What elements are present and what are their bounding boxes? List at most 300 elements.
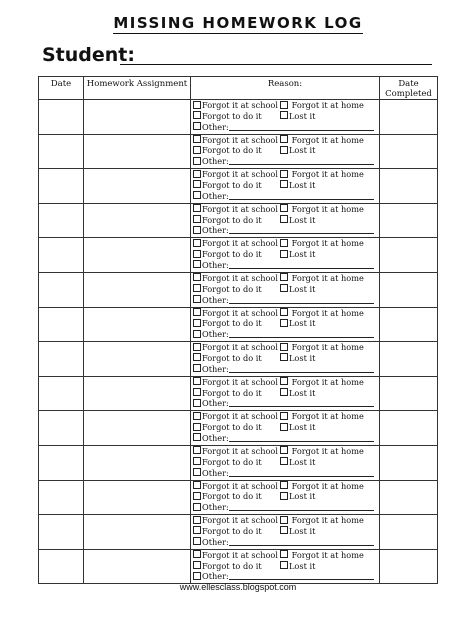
reason-option-label: Lost it <box>289 179 316 190</box>
reason-option-label: Lost it <box>289 352 316 363</box>
reason-option-other[interactable] <box>193 122 374 133</box>
other-reason-line[interactable] <box>229 468 374 477</box>
reason-option-lost-it[interactable] <box>280 318 315 329</box>
reason-option-label: Other: <box>202 467 229 478</box>
checkbox-icon[interactable] <box>193 284 201 292</box>
reason-option-other[interactable] <box>193 260 374 271</box>
reason-option-label: Forgot to do it <box>202 387 262 398</box>
other-reason-line[interactable] <box>229 571 374 580</box>
reason-option-label: Forgot it at school <box>202 272 278 283</box>
reason-cell <box>191 203 380 238</box>
reason-option-lost-it[interactable] <box>280 353 315 364</box>
reason-cell <box>191 272 380 307</box>
checkbox-icon[interactable] <box>193 215 201 223</box>
checkbox-icon[interactable] <box>193 122 201 130</box>
date-cell[interactable] <box>39 342 84 377</box>
date-cell[interactable] <box>39 100 84 135</box>
reason-cell <box>191 411 380 446</box>
reason-line-1 <box>193 273 379 284</box>
reason-option-other[interactable] <box>193 398 374 409</box>
reason-option-forgot-at-home[interactable] <box>280 204 364 215</box>
header-reason: Reason: <box>191 77 380 100</box>
reason-cell <box>191 480 380 515</box>
footer-url: www.ellesclass.blogspot.com <box>179 582 297 592</box>
assignment-cell[interactable] <box>84 376 191 411</box>
checkbox-icon[interactable] <box>280 319 288 327</box>
reason-line-1 <box>193 135 379 146</box>
reason-option-forgot-to-do[interactable] <box>193 215 280 226</box>
reason-option-lost-it[interactable] <box>280 491 315 502</box>
checkbox-icon[interactable] <box>193 239 201 247</box>
checkbox-icon[interactable] <box>280 481 288 489</box>
checkbox-icon[interactable] <box>280 135 288 143</box>
reason-line-3 <box>193 225 379 236</box>
reason-option-forgot-at-school[interactable] <box>193 238 280 249</box>
reason-option-forgot-at-school[interactable] <box>193 273 280 284</box>
date-completed-cell[interactable] <box>380 342 438 377</box>
reason-option-forgot-at-school[interactable] <box>193 308 280 319</box>
reason-cell <box>191 134 380 169</box>
reason-option-forgot-to-do[interactable] <box>193 526 280 537</box>
reason-option-forgot-at-school[interactable] <box>193 377 280 388</box>
reason-option-forgot-at-home[interactable] <box>280 515 364 526</box>
reason-option-lost-it[interactable] <box>280 249 315 260</box>
checkbox-icon[interactable] <box>193 377 201 385</box>
date-cell[interactable] <box>39 203 84 238</box>
log-body <box>39 100 438 584</box>
other-reason-line[interactable] <box>229 225 374 234</box>
table-row <box>39 169 438 204</box>
reason-option-label: Other: <box>202 121 229 132</box>
checkbox-icon[interactable] <box>193 308 201 316</box>
reason-option-label: Lost it <box>289 145 316 156</box>
reason-line-2 <box>193 249 379 260</box>
reason-cell <box>191 445 380 480</box>
table-row <box>39 411 438 446</box>
checkbox-icon[interactable] <box>193 433 201 441</box>
table-row <box>39 100 438 135</box>
checkbox-icon[interactable] <box>280 204 288 212</box>
reason-option-label: Forgot to do it <box>202 145 262 156</box>
reason-option-other[interactable] <box>193 433 374 444</box>
reason-cell <box>191 376 380 411</box>
table-header-row <box>39 77 438 100</box>
reason-line-1 <box>193 411 379 422</box>
checkbox-icon[interactable] <box>193 319 201 327</box>
reason-option-lost-it[interactable] <box>280 561 315 572</box>
date-completed-cell[interactable] <box>380 272 438 307</box>
assignment-cell[interactable] <box>84 549 191 584</box>
reason-option-lost-it[interactable] <box>280 422 315 433</box>
reason-line-2 <box>193 215 379 226</box>
date-cell[interactable] <box>39 272 84 307</box>
date-completed-cell[interactable] <box>380 134 438 169</box>
assignment-cell[interactable] <box>84 203 191 238</box>
reason-line-1 <box>193 238 379 249</box>
reason-line-2 <box>193 180 379 191</box>
checkbox-icon[interactable] <box>193 481 201 489</box>
date-completed-cell[interactable] <box>380 411 438 446</box>
reason-option-lost-it[interactable] <box>280 111 315 122</box>
reason-option-label: Lost it <box>289 491 316 502</box>
checkbox-icon[interactable] <box>280 111 288 119</box>
checkbox-icon[interactable] <box>280 215 288 223</box>
checkbox-icon[interactable] <box>193 503 201 511</box>
reason-line-2 <box>193 422 379 433</box>
reason-option-forgot-at-home[interactable] <box>280 273 364 284</box>
reason-option-label: Forgot it at school <box>202 376 278 387</box>
reason-option-other[interactable] <box>193 225 374 236</box>
checkbox-icon[interactable] <box>193 146 201 154</box>
reason-option-forgot-at-home[interactable] <box>280 135 364 146</box>
assignment-cell[interactable] <box>84 134 191 169</box>
date-cell[interactable] <box>39 307 84 342</box>
assignment-cell[interactable] <box>84 480 191 515</box>
checkbox-icon[interactable] <box>193 343 201 351</box>
reason-line-1 <box>193 481 379 492</box>
checkbox-icon[interactable] <box>280 250 288 258</box>
reason-option-forgot-to-do[interactable] <box>193 111 280 122</box>
reason-option-forgot-at-school[interactable] <box>193 550 280 561</box>
reason-option-forgot-to-do[interactable] <box>193 145 280 156</box>
table-row <box>39 445 438 480</box>
checkbox-icon[interactable] <box>280 273 288 281</box>
checkbox-icon[interactable] <box>280 388 288 396</box>
reason-option-label: Forgot to do it <box>202 283 262 294</box>
reason-option-forgot-to-do[interactable] <box>193 457 280 468</box>
reason-option-label: Forgot it at home <box>291 203 364 214</box>
reason-cell <box>191 515 380 550</box>
reason-option-forgot-at-school[interactable] <box>193 515 280 526</box>
checkbox-icon[interactable] <box>193 537 201 545</box>
assignment-cell[interactable] <box>84 445 191 480</box>
reason-option-forgot-at-home[interactable] <box>280 377 364 388</box>
page-title: MISSING HOMEWORK LOG <box>113 14 363 32</box>
reason-line-2 <box>193 284 379 295</box>
reason-option-label: Lost it <box>289 560 316 571</box>
assignment-cell[interactable] <box>84 307 191 342</box>
reason-option-other[interactable] <box>193 537 374 548</box>
reason-line-3 <box>193 329 379 340</box>
date-completed-cell[interactable] <box>380 445 438 480</box>
checkbox-icon[interactable] <box>193 111 201 119</box>
other-reason-line[interactable] <box>229 433 374 442</box>
reason-option-label: Forgot to do it <box>202 525 262 536</box>
checkbox-icon[interactable] <box>193 330 201 338</box>
header-date-completed-line2: Completed <box>385 89 432 99</box>
assignment-cell[interactable] <box>84 272 191 307</box>
date-completed-cell[interactable] <box>380 203 438 238</box>
checkbox-icon[interactable] <box>280 343 288 351</box>
date-cell[interactable] <box>39 515 84 550</box>
date-completed-cell[interactable] <box>380 100 438 135</box>
other-reason-line[interactable] <box>229 329 374 338</box>
reason-option-label: Forgot it at home <box>291 100 364 110</box>
reason-option-label: Forgot it at school <box>202 100 278 110</box>
checkbox-icon[interactable] <box>280 353 288 361</box>
table-row <box>39 134 438 169</box>
table-row <box>39 549 438 584</box>
checkbox-icon[interactable] <box>280 561 288 569</box>
checkbox-icon[interactable] <box>193 250 201 258</box>
reason-line-1 <box>193 100 379 111</box>
reason-option-label: Forgot it at home <box>291 376 364 387</box>
reason-option-lost-it[interactable] <box>280 284 315 295</box>
checkbox-icon[interactable] <box>280 377 288 385</box>
reason-option-label: Forgot it at school <box>202 411 278 422</box>
reason-option-forgot-at-school[interactable] <box>193 342 280 353</box>
checkbox-icon[interactable] <box>193 101 201 109</box>
reason-option-lost-it[interactable] <box>280 526 315 537</box>
reason-option-forgot-at-school[interactable] <box>193 204 280 215</box>
reason-option-lost-it[interactable] <box>280 388 315 399</box>
checkbox-icon[interactable] <box>193 561 201 569</box>
checkbox-icon[interactable] <box>193 191 201 199</box>
reason-option-label: Forgot to do it <box>202 491 262 502</box>
reason-line-2 <box>193 388 379 399</box>
date-completed-cell[interactable] <box>380 169 438 204</box>
other-reason-line[interactable] <box>229 398 374 407</box>
reason-option-other[interactable] <box>193 468 374 479</box>
reason-option-forgot-at-school[interactable] <box>193 169 280 180</box>
date-completed-cell[interactable] <box>380 549 438 584</box>
assignment-cell[interactable] <box>84 342 191 377</box>
reason-option-label: Forgot to do it <box>202 110 262 121</box>
reason-option-forgot-at-home[interactable] <box>280 411 364 422</box>
reason-line-2 <box>193 353 379 364</box>
header-date-completed-line1: Date <box>398 79 419 89</box>
checkbox-icon[interactable] <box>280 550 288 558</box>
date-cell[interactable] <box>39 411 84 446</box>
checkbox-icon[interactable] <box>280 239 288 247</box>
header-date: Date <box>39 77 84 100</box>
reason-option-label: Other: <box>202 571 229 582</box>
checkbox-icon[interactable] <box>193 157 201 165</box>
reason-option-forgot-to-do[interactable] <box>193 422 280 433</box>
reason-option-forgot-at-home[interactable] <box>280 342 364 353</box>
reason-option-lost-it[interactable] <box>280 180 315 191</box>
assignment-cell[interactable] <box>84 411 191 446</box>
reason-line-1 <box>193 342 379 353</box>
other-reason-line[interactable] <box>229 122 374 131</box>
checkbox-icon[interactable] <box>193 516 201 524</box>
reason-option-other[interactable] <box>193 329 374 340</box>
reason-line-1 <box>193 308 379 319</box>
checkbox-icon[interactable] <box>193 412 201 420</box>
reason-option-label: Forgot it at home <box>291 480 364 491</box>
date-completed-cell[interactable] <box>380 238 438 273</box>
student-name-line[interactable] <box>120 64 432 65</box>
checkbox-icon[interactable] <box>193 353 201 361</box>
assignment-cell[interactable] <box>84 515 191 550</box>
checkbox-icon[interactable] <box>193 423 201 431</box>
reason-option-label: Forgot it at home <box>291 134 364 145</box>
checkbox-icon[interactable] <box>193 273 201 281</box>
date-completed-cell[interactable] <box>380 480 438 515</box>
reason-option-other[interactable] <box>193 364 374 375</box>
reason-option-label: Forgot it at home <box>291 272 364 283</box>
reason-option-label: Lost it <box>289 318 316 329</box>
table-row <box>39 515 438 550</box>
checkbox-icon[interactable] <box>280 492 288 500</box>
reason-option-other[interactable] <box>193 191 374 202</box>
assignment-cell[interactable] <box>84 169 191 204</box>
reason-line-3 <box>193 502 379 513</box>
reason-option-label: Forgot it at home <box>291 342 364 353</box>
reason-option-label: Other: <box>202 225 229 236</box>
reason-option-label: Forgot it at school <box>202 169 278 180</box>
date-cell[interactable] <box>39 549 84 584</box>
checkbox-icon[interactable] <box>193 226 201 234</box>
reason-option-forgot-at-school[interactable] <box>193 411 280 422</box>
reason-option-forgot-at-home[interactable] <box>280 481 364 492</box>
date-completed-cell[interactable] <box>380 376 438 411</box>
reason-option-other[interactable] <box>193 571 374 582</box>
reason-line-3 <box>193 122 379 133</box>
checkbox-icon[interactable] <box>280 308 288 316</box>
reason-line-2 <box>193 491 379 502</box>
reason-option-label: Forgot to do it <box>202 318 262 329</box>
reason-line-3 <box>193 364 379 375</box>
reason-option-forgot-at-school[interactable] <box>193 100 280 111</box>
checkbox-icon[interactable] <box>193 204 201 212</box>
reason-option-forgot-to-do[interactable] <box>193 249 280 260</box>
checkbox-icon[interactable] <box>280 170 288 178</box>
date-cell[interactable] <box>39 480 84 515</box>
checkbox-icon[interactable] <box>280 516 288 524</box>
checkbox-icon[interactable] <box>280 180 288 188</box>
checkbox-icon[interactable] <box>193 550 201 558</box>
reason-option-forgot-to-do[interactable] <box>193 180 280 191</box>
reason-option-label: Forgot it at home <box>291 515 364 526</box>
checkbox-icon[interactable] <box>193 446 201 454</box>
reason-option-label: Forgot it at home <box>291 238 364 249</box>
checkbox-icon[interactable] <box>280 146 288 154</box>
reason-option-forgot-at-home[interactable] <box>280 446 364 457</box>
reason-option-lost-it[interactable] <box>280 457 315 468</box>
reason-cell <box>191 307 380 342</box>
reason-option-other[interactable] <box>193 295 374 306</box>
assignment-cell[interactable] <box>84 100 191 135</box>
checkbox-icon[interactable] <box>280 446 288 454</box>
reason-line-2 <box>193 318 379 329</box>
checkbox-icon[interactable] <box>193 492 201 500</box>
date-cell[interactable] <box>39 238 84 273</box>
reason-option-other[interactable] <box>193 502 374 513</box>
reason-option-label: Lost it <box>289 422 316 433</box>
reason-option-label: Forgot it at school <box>202 134 278 145</box>
reason-line-2 <box>193 457 379 468</box>
checkbox-icon[interactable] <box>193 135 201 143</box>
checkbox-icon[interactable] <box>193 364 201 372</box>
table-row <box>39 480 438 515</box>
checkbox-icon[interactable] <box>193 295 201 303</box>
reason-option-forgot-to-do[interactable] <box>193 561 280 572</box>
other-reason-line[interactable] <box>229 502 374 511</box>
reason-option-forgot-to-do[interactable] <box>193 491 280 502</box>
checkbox-icon[interactable] <box>280 101 288 109</box>
checkbox-icon[interactable] <box>193 170 201 178</box>
other-reason-line[interactable] <box>229 191 374 200</box>
date-completed-cell[interactable] <box>380 515 438 550</box>
table-row <box>39 238 438 273</box>
date-cell[interactable] <box>39 134 84 169</box>
reason-option-label: Forgot to do it <box>202 560 262 571</box>
other-reason-line[interactable] <box>229 260 374 269</box>
reason-option-forgot-to-do[interactable] <box>193 284 280 295</box>
reason-option-forgot-at-home[interactable] <box>280 238 364 249</box>
checkbox-icon[interactable] <box>280 412 288 420</box>
other-reason-line[interactable] <box>229 295 374 304</box>
checkbox-icon[interactable] <box>193 399 201 407</box>
reason-cell <box>191 169 380 204</box>
checkbox-icon[interactable] <box>280 457 288 465</box>
reason-option-forgot-to-do[interactable] <box>193 318 280 329</box>
reason-line-3 <box>193 571 379 582</box>
reason-option-label: Forgot it at school <box>202 480 278 491</box>
reason-option-label: Forgot it at home <box>291 445 364 456</box>
reason-option-forgot-at-home[interactable] <box>280 550 364 561</box>
checkbox-icon[interactable] <box>193 526 201 534</box>
other-reason-line[interactable] <box>229 364 374 373</box>
reason-option-forgot-at-school[interactable] <box>193 135 280 146</box>
checkbox-icon[interactable] <box>193 572 201 580</box>
other-reason-line[interactable] <box>229 537 374 546</box>
reason-option-label: Forgot it at school <box>202 549 278 560</box>
reason-line-3 <box>193 260 379 271</box>
reason-cell <box>191 100 380 135</box>
reason-option-forgot-at-school[interactable] <box>193 481 280 492</box>
checkbox-icon[interactable] <box>193 260 201 268</box>
table-row <box>39 376 438 411</box>
table-row <box>39 272 438 307</box>
date-completed-cell[interactable] <box>380 307 438 342</box>
reason-option-label: Lost it <box>289 456 316 467</box>
reason-option-label: Lost it <box>289 249 316 260</box>
reason-option-label: Other: <box>202 536 229 547</box>
reason-line-1 <box>193 446 379 457</box>
checkbox-icon[interactable] <box>280 284 288 292</box>
reason-option-forgot-to-do[interactable] <box>193 353 280 364</box>
reason-option-forgot-at-home[interactable] <box>280 308 364 319</box>
date-cell[interactable] <box>39 169 84 204</box>
date-cell[interactable] <box>39 445 84 480</box>
reason-option-lost-it[interactable] <box>280 145 315 156</box>
table-row <box>39 307 438 342</box>
assignment-cell[interactable] <box>84 238 191 273</box>
date-cell[interactable] <box>39 376 84 411</box>
checkbox-icon[interactable] <box>193 468 201 476</box>
reason-option-forgot-at-school[interactable] <box>193 446 280 457</box>
checkbox-icon[interactable] <box>193 457 201 465</box>
checkbox-icon[interactable] <box>193 388 201 396</box>
checkbox-icon[interactable] <box>193 180 201 188</box>
reason-option-label: Other: <box>202 363 229 374</box>
checkbox-icon[interactable] <box>280 423 288 431</box>
other-reason-line[interactable] <box>229 156 374 165</box>
reason-option-forgot-at-home[interactable] <box>280 100 364 111</box>
student-label: Student: <box>42 44 135 66</box>
checkbox-icon[interactable] <box>280 526 288 534</box>
reason-option-forgot-to-do[interactable] <box>193 388 280 399</box>
reason-option-lost-it[interactable] <box>280 215 315 226</box>
reason-option-other[interactable] <box>193 156 374 167</box>
reason-line-1 <box>193 515 379 526</box>
reason-line-1 <box>193 204 379 215</box>
reason-option-forgot-at-home[interactable] <box>280 169 364 180</box>
reason-option-label: Forgot to do it <box>202 422 262 433</box>
reason-option-label: Forgot it at school <box>202 238 278 249</box>
